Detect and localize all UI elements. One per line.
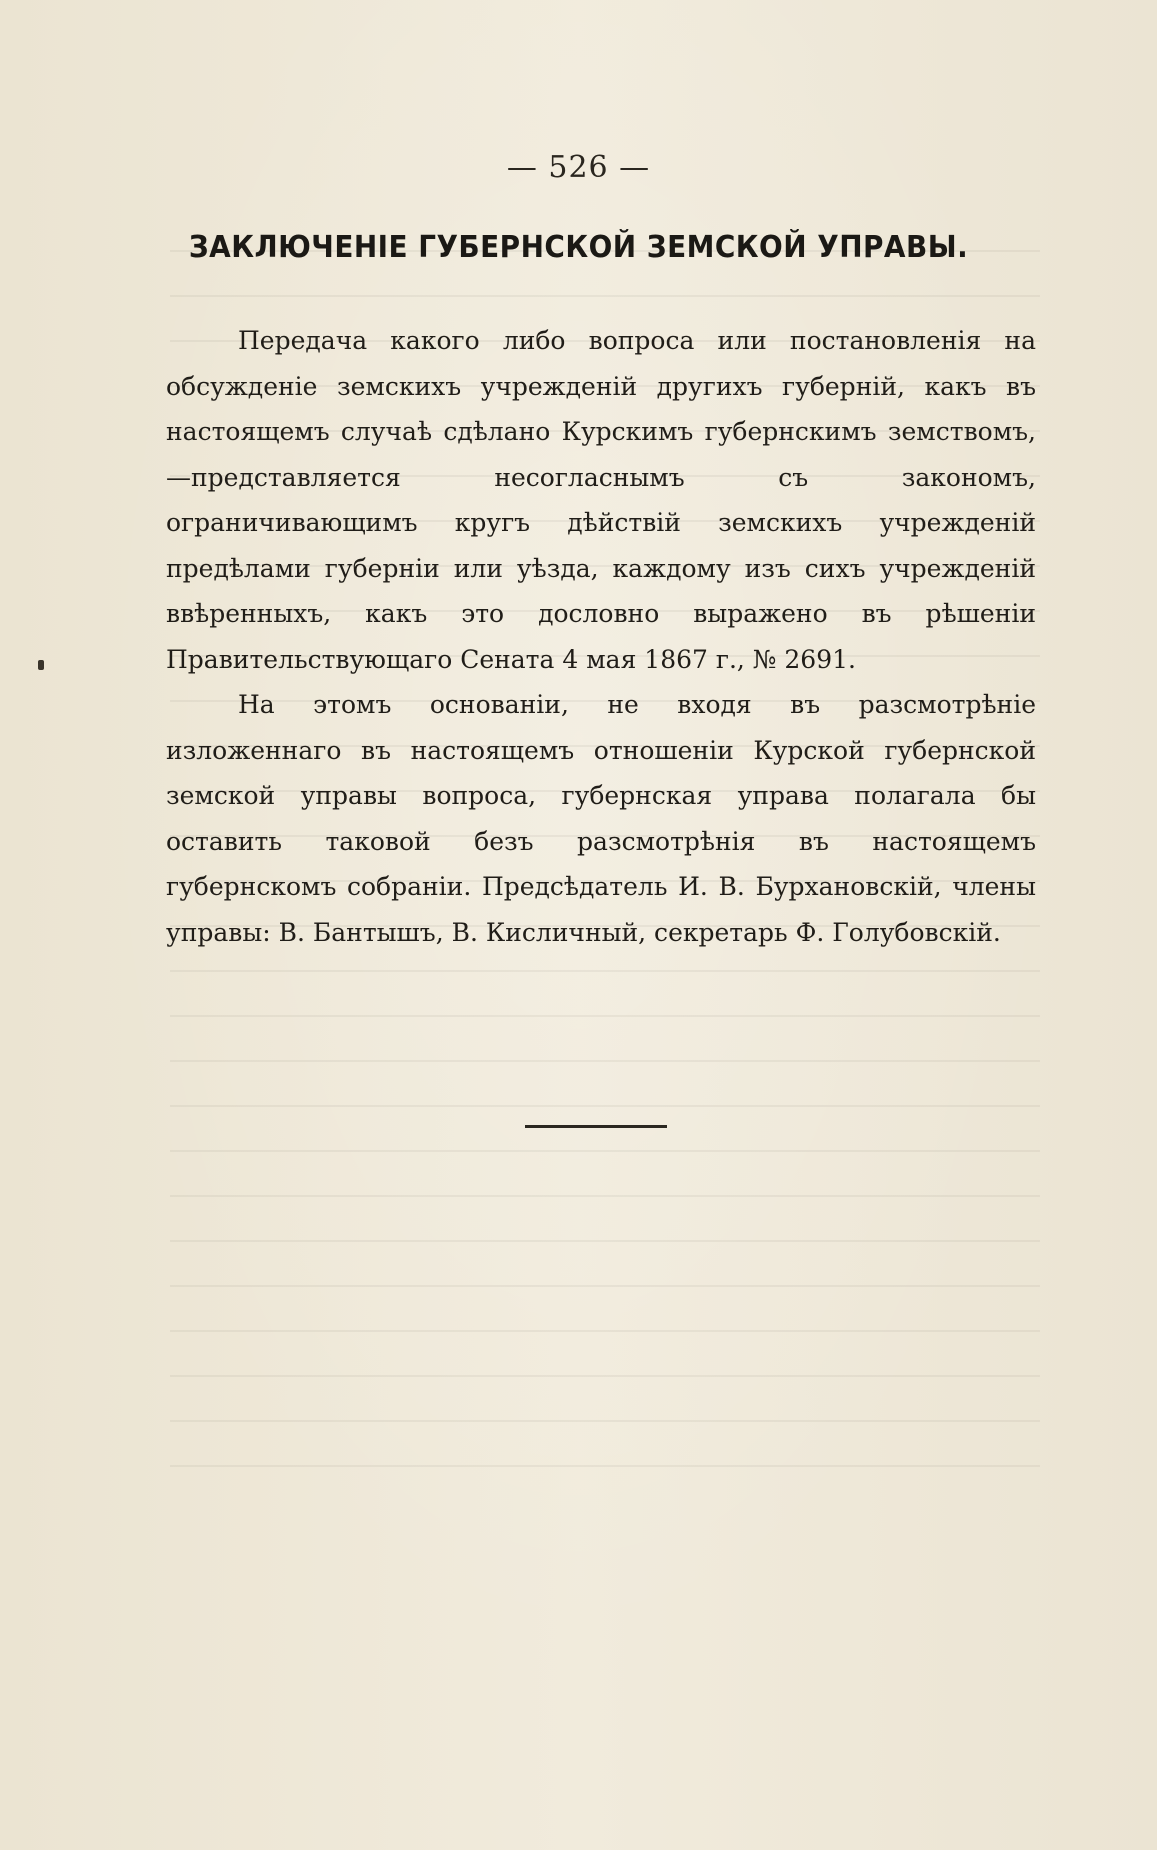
page-number: — 526 — <box>506 150 651 185</box>
closing-rule <box>525 1125 667 1128</box>
paragraph-2: На этомъ основаніи, не входя въ разсмотрѣніе изложеннаго въ настоящемъ отношеніи Курской губернской земской управы вопроса, губернская управа полагала бы оставить таковой безъ разсмотрѣнія въ настоящемъ губернскомъ собраніи. Предсѣдатель И. В. Бурхановскій, члены управы: В. Бантышъ, В. Кисличный, секретарь Ф. Голубовскій. <box>166 690 1036 947</box>
section-heading: ЗАКЛЮЧЕНІЕ ГУБЕРНСКОЙ ЗЕМСКОЙ УПРАВЫ. <box>188 230 969 265</box>
body-text <box>166 318 1036 955</box>
ink-speck <box>38 660 44 670</box>
paragraph-1: Передача какого либо вопроса или постановленія на обсужденіе земскихъ учрежденій другихъ губерній, какъ въ настоящемъ случаѣ сдѣлано Курскимъ губернскимъ земствомъ,—представляется несогласнымъ съ закономъ, ограничивающимъ кругъ дѣйствій земскихъ учрежденій предѣлами губерніи или уѣзда, каждому изъ сихъ учрежденій ввѣренныхъ, какъ это дословно выражено въ рѣшеніи Правительствующаго Сената 4 мая 1867 г., № 2691. <box>166 326 1036 674</box>
